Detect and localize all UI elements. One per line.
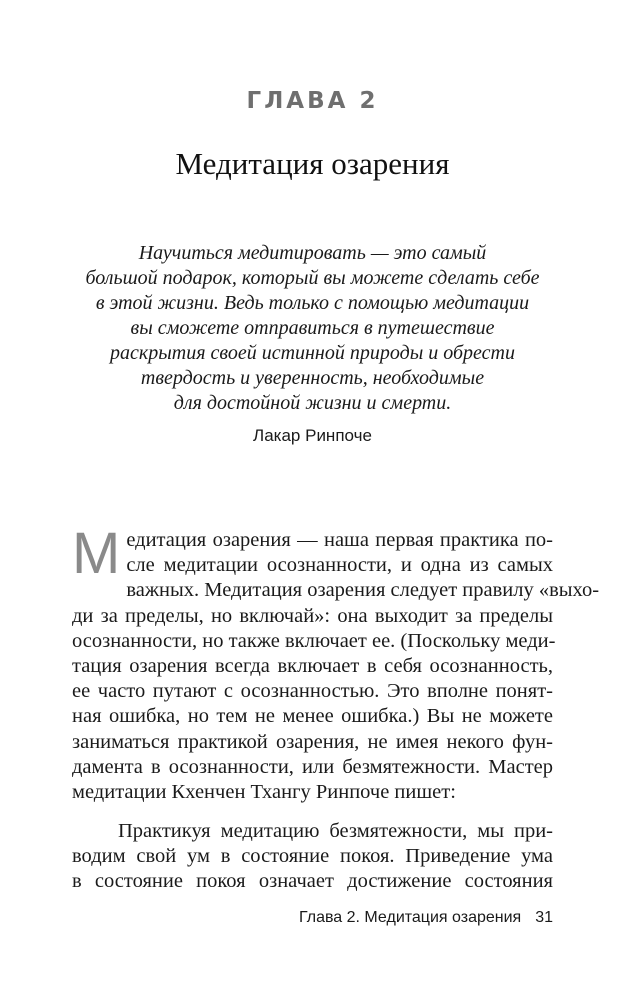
quote-line: в состояние покоя означает достижение состояния	[72, 870, 553, 893]
body-line: медитации Кхенчен Тхангу Ринпоче пишет:	[72, 780, 456, 803]
body-line: тация озарения всегда включает в себя осознанность,	[72, 654, 553, 677]
body-line: ная ошибка, но тем не менее ошибка.) Вы не можете	[72, 705, 553, 728]
epigraph-line: Научиться медитировать — это самый	[138, 242, 487, 264]
page-number: 31	[535, 909, 553, 926]
epigraph-author: Лакар Ринпоче	[253, 426, 372, 445]
body-line: ди за пределы, но включай»: она выходит за пределы	[72, 604, 553, 627]
epigraph-line: раскрытия своей истинной природы и обрести	[110, 342, 515, 364]
epigraph	[60, 241, 565, 416]
epigraph-line: в этой жизни. Ведь только с помощью медитации	[95, 292, 530, 314]
epigraph-line: большой подарок, который вы можете сделать себе	[85, 267, 540, 289]
running-title: Глава 2. Медитация озарения	[298, 909, 522, 926]
body-line: едитация озарения — наша первая практика по-	[126, 529, 553, 551]
body-line: дамента в осознанности, или безмятежности. Мастер	[72, 755, 553, 778]
chapter-title: Медитация озарения	[175, 146, 450, 181]
body-line: осознанности, но также включает ее. (Поскольку меди-	[72, 629, 556, 652]
chapter-label: ГЛАВА 2	[246, 88, 379, 114]
body-paragraph	[72, 521, 600, 805]
epigraph-line: твердость и уверенность, необходимые	[140, 367, 485, 389]
page-footer	[299, 909, 553, 927]
body-line: ее часто путают с осознанностью. Это вполне понят-	[72, 680, 553, 703]
block-quote	[72, 819, 553, 895]
body-line: заниматься практикой озарения, не имея некого фун-	[72, 730, 553, 753]
quote-line: Практикуя медитацию безмятежности, мы при-	[118, 820, 553, 842]
epigraph-line: для достойной жизни и смерти.	[173, 392, 452, 414]
quote-line: водим свой ум в состояние покоя. Приведение ума	[72, 845, 553, 868]
body-line: сле медитации осознанности, и одна из самых	[126, 554, 553, 577]
epigraph-line: вы сможете отправиться в путешествие	[130, 317, 495, 339]
body-line: важных. Медитация озарения следует правилу «выхо-	[126, 579, 600, 602]
dropcap: М	[72, 521, 121, 586]
